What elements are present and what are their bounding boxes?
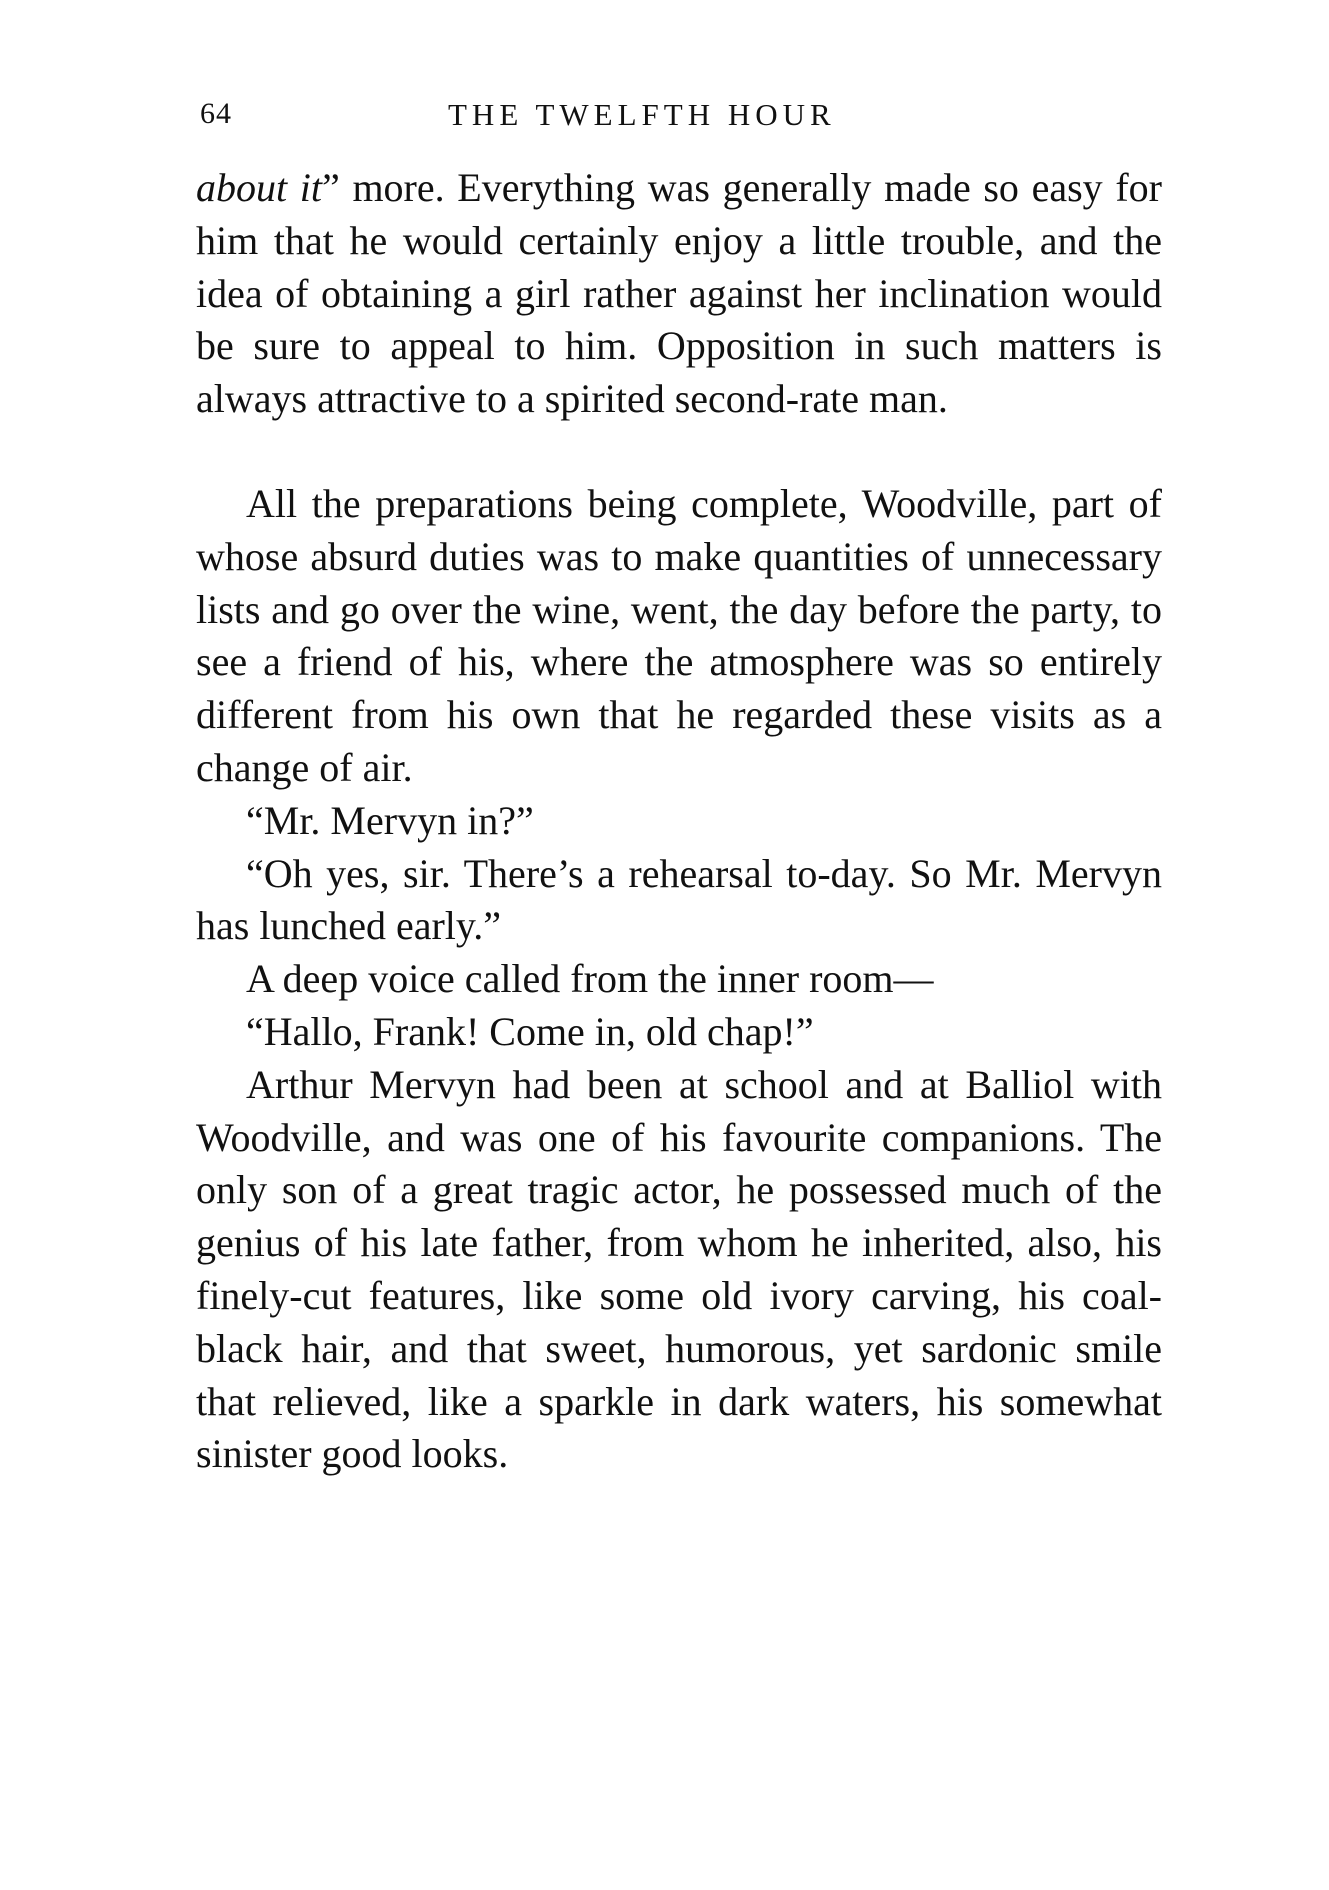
body-text	[196, 162, 1162, 1481]
dialogue-line: “Mr. Mervyn in?”	[246, 797, 534, 843]
dialogue-line: “Oh yes, sir. There’s a rehearsal to-day. So Mr. Mervyn has lunched early.”	[196, 850, 1162, 949]
dialogue-line: “Hallo, Frank! Come in, old chap!”	[246, 1008, 814, 1054]
paragraph-text: ” more. Everything was generally made so easy for him that he would certainly enjoy a little trouble, and the idea of obtaining a girl rather against her inclination would be sure to appeal to him. Opposition in such matters is always attractive to a spirited second-rate man.	[196, 165, 1162, 422]
paragraph: A deep voice called from the inner room—	[246, 956, 934, 1002]
italic-phrase: about it	[196, 165, 323, 210]
paragraph: All the preparations being complete, Woodville, part of whose absurd duties was to make quantities of unnecessary lists and go over the wine, went, the day before the party, to see a friend of his, where the atmosphere was so entirely different from his own that he regarded these visits as a change of air.	[196, 480, 1162, 790]
paragraph: Arthur Mervyn had been at school and at Balliol with Woodville, and was one of his favourite companions. The only son of a great tragic actor, he possessed much of the genius of his late father, from whom he inherited, also, his finely-cut features, like some old ivory carving, his coal-black hair, and that sweet, humorous, yet sardonic smile that relieved, like a sparkle in dark waters, his somewhat sinister good looks.	[196, 1061, 1162, 1477]
page-header	[200, 97, 1160, 137]
running-title: THE TWELFTH HOUR	[448, 97, 836, 132]
page-number: 64	[200, 97, 232, 130]
paragraph-continued	[196, 162, 1162, 426]
